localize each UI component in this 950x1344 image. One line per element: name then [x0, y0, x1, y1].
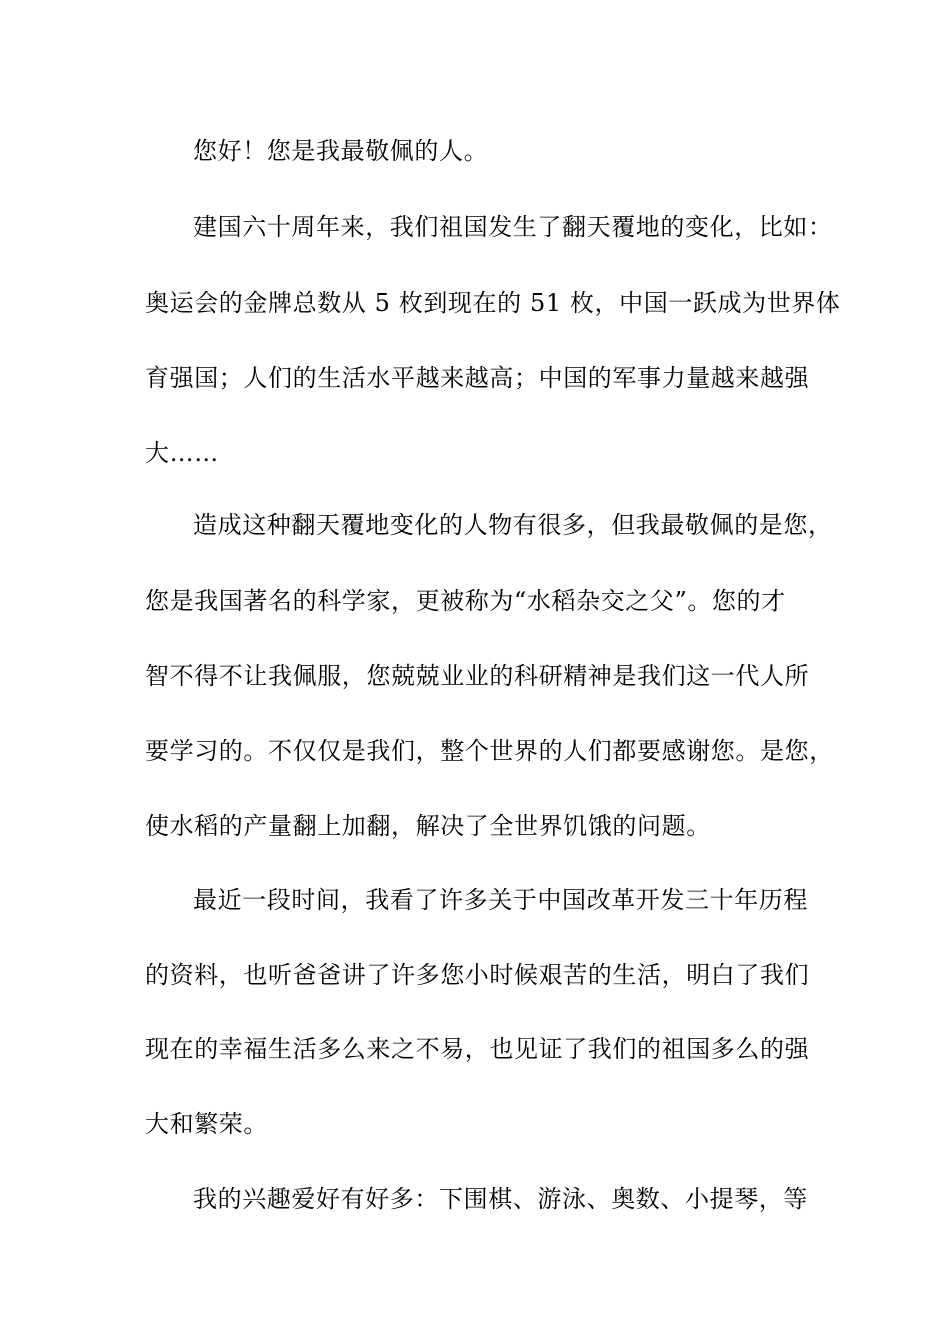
text-line: 智不得不让我佩服，您兢兢业业的科研精神是我们这一代人所	[145, 662, 810, 690]
text-line: 建国六十周年来，我们祖国发生了翻天覆地的变化，比如：	[193, 213, 833, 241]
text-line: 大和繁荣。	[145, 1110, 268, 1138]
text-line: 您好！您是我最敬佩的人。	[193, 137, 489, 165]
text-line: 现在的幸福生活多么来之不易，也见证了我们的祖国多么的强	[145, 1035, 810, 1063]
text-line: 奥运会的金牌总数从 5 枚到现在的 51 枚，中国一跃成为世界体	[145, 289, 841, 317]
text-line: 要学习的。不仅仅是我们，整个世界的人们都要感谢您。是您，	[145, 737, 834, 765]
text-line: 最近一段时间，我看了许多关于中国改革开发三十年历程	[193, 886, 808, 914]
text-line: 您是我国著名的科学家，更被称为“水稻杂交之父”。您的才	[145, 587, 786, 615]
text-line: 造成这种翻天覆地变化的人物有很多，但我最敬佩的是您，	[193, 511, 833, 539]
text-line: 我的兴趣爱好有好多：下围棋、游泳、奥数、小提琴，等	[193, 1185, 808, 1213]
text-line: 大……	[145, 439, 219, 467]
text-line: 的资料，也听爸爸讲了许多您小时候艰苦的生活，明白了我们	[145, 961, 810, 989]
text-line: 育强国；人们的生活水平越来越高；中国的军事力量越来越强	[145, 364, 810, 392]
text-line: 使水稻的产量翻上加翻，解决了全世界饥饿的问题。	[145, 812, 711, 840]
